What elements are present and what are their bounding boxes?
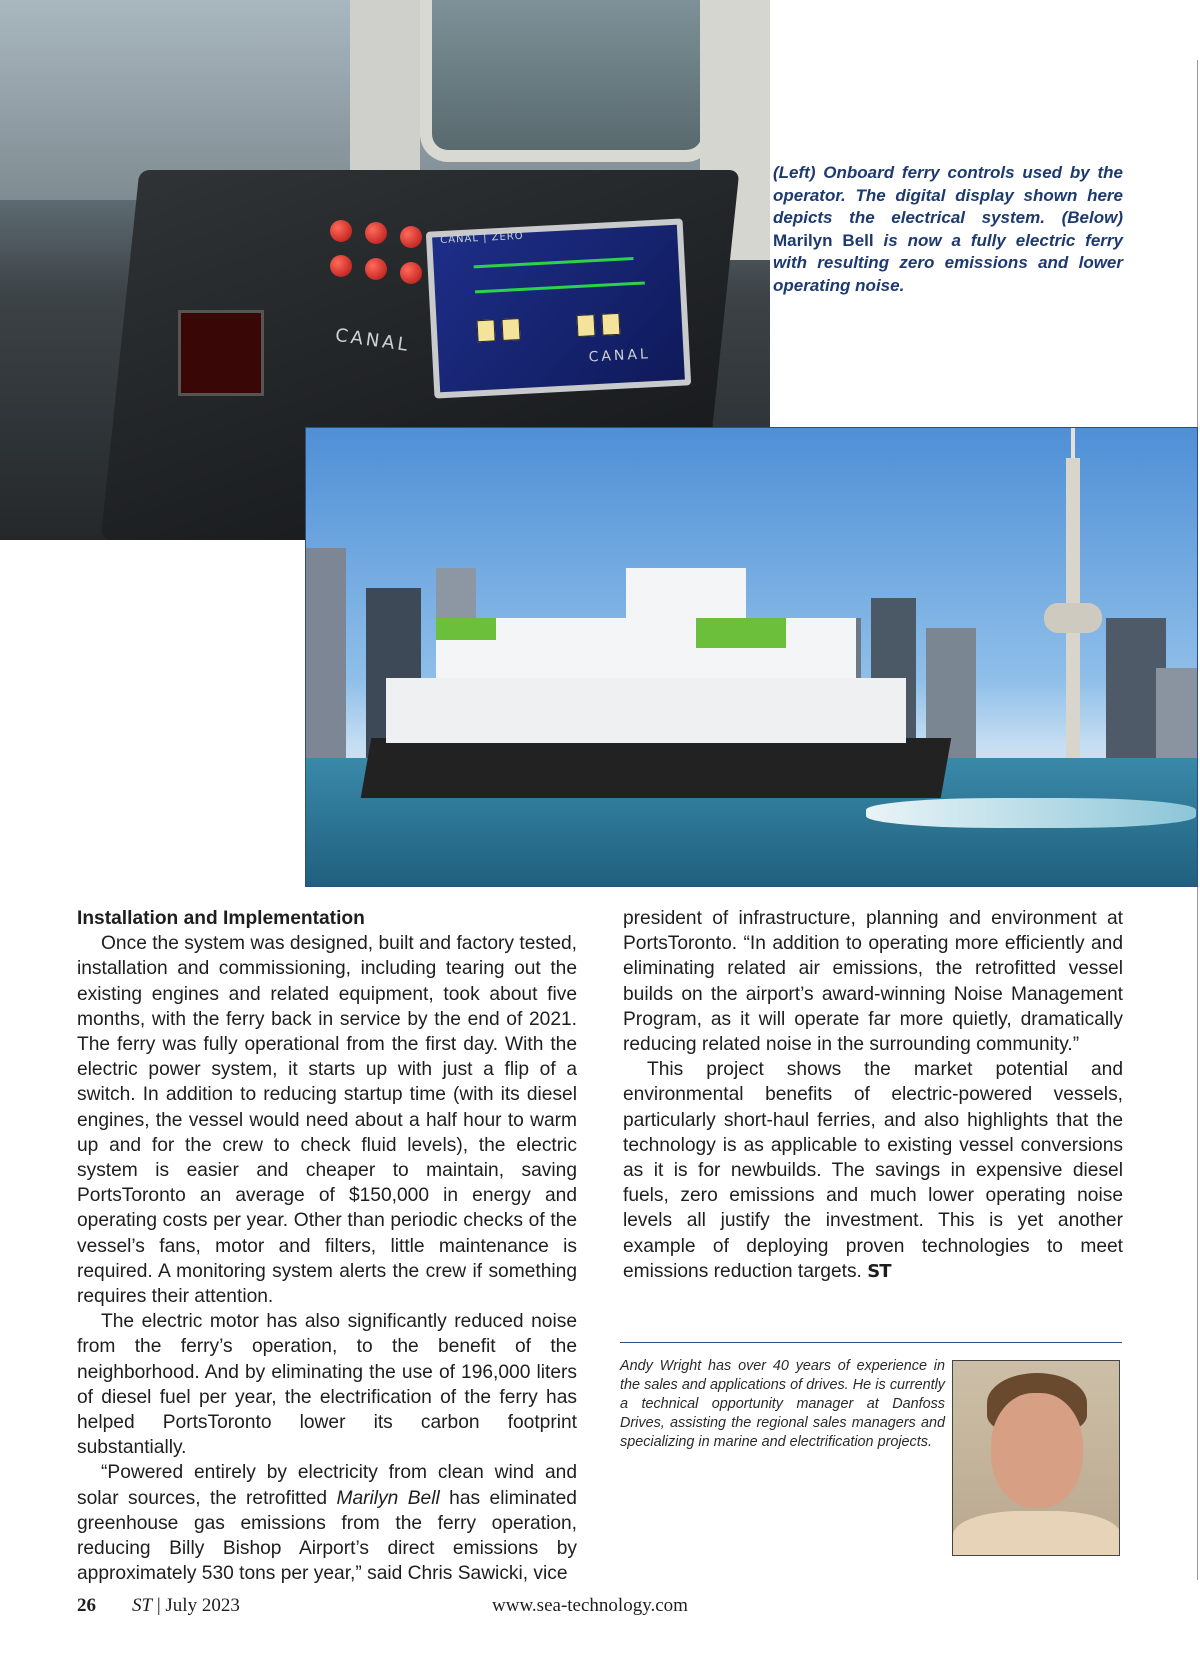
section-heading: Installation and Implementation <box>77 908 365 929</box>
closing-text: This project shows the market potential and environmental benefits of electric-powered vessels, particularly short-haul ferries, and also highlights that the technology is as applicable to existing vessel conversions as it is for newbuilds. The savings in expensive diesel fuels, zero emissions and much lower operating noise levels all justify the investment. This is yet another example of deploying proven technologies to meet emissions reduction targets. <box>623 1059 1123 1282</box>
ferry-green-stripe <box>436 618 496 640</box>
cabin-window <box>420 0 714 162</box>
ferry-hull <box>361 738 952 798</box>
red-button <box>330 255 352 277</box>
vessel-name: Marilyn Bell <box>336 1487 440 1509</box>
caption-text: (Left) Onboard ferry controls used by the operator. The digital display shown here depicts the electrical system. (Below) <box>773 163 1123 228</box>
ferry-upper-deck <box>436 618 856 678</box>
ferry-wheelhouse <box>626 568 746 618</box>
cn-tower-pod <box>1044 603 1102 633</box>
display-brand-label: CANAL | ZERO <box>439 230 524 247</box>
building <box>1156 668 1198 768</box>
quote-text-end: has eliminated greenhouse gas emissions from the ferry operation, reducing Billy Bishop Airport’s direct emissions by approximately 530 tons per year,” said Chris Sawicki, vice <box>77 1487 577 1585</box>
author-portrait <box>952 1360 1120 1556</box>
building <box>306 548 346 768</box>
article-paragraph: president of infrastructure, planning and environment at PortsToronto. “In addition to operating more efficiently and eliminating related air emissions, the retrofitted vessel builds on the airport’s award-winning Noise Management Program, as it will operate far more quietly, dramatically reducing related noise in the surrounding community.” <box>623 908 1123 1056</box>
page-footer <box>77 1595 1127 1621</box>
quote-text: “Powered entirely by electricity from clean wind and solar sources, the retrofitted <box>77 1462 577 1509</box>
red-button <box>400 226 422 248</box>
portrait-shirt <box>953 1511 1120 1556</box>
website-url: www.sea-technology.com <box>492 1595 688 1616</box>
red-button <box>400 262 422 284</box>
ferry-main-deck <box>386 678 906 743</box>
ferry-skyline-photo <box>305 427 1198 887</box>
issue-info <box>132 1595 240 1617</box>
bio-divider <box>620 1342 1122 1343</box>
author-bio: Andy Wright has over 40 years of experience in the sales and applications of drives. He is currently a technical opportunity manager at Danfoss Drives, assisting the regional sales managers and specializing in marine and electrification projects. <box>620 1358 945 1450</box>
caption-vessel-name: Marilyn Bell <box>773 230 874 250</box>
ferry-wake <box>866 798 1196 828</box>
indicator-display <box>178 310 264 396</box>
red-button <box>365 222 387 244</box>
issue-date: July 2023 <box>165 1595 240 1616</box>
page-number: 26 <box>77 1595 96 1616</box>
red-button <box>365 258 387 280</box>
article-column-right <box>623 906 1123 1284</box>
article-column-left <box>77 906 577 1586</box>
display-logo: CANAL <box>588 346 652 366</box>
battery-cell <box>601 313 620 336</box>
article-paragraph <box>77 1460 577 1586</box>
bus-line <box>474 257 634 268</box>
battery-cell <box>477 319 496 342</box>
article-paragraph <box>623 1057 1123 1284</box>
magazine-abbrev: ST <box>132 1595 153 1616</box>
battery-cell <box>501 318 520 341</box>
console-brand-label: CANAL <box>333 324 412 357</box>
article-paragraph: The electric motor has also significantly reduced noise from the ferry’s operation, to the benefit of the neighborhood. And by eliminating the use of 196,000 liters of diesel fuel per year, the electrification of the ferry has helped PortsToronto lower its carbon footprint substantially. <box>77 1311 577 1459</box>
battery-cell <box>576 314 595 337</box>
bus-line <box>475 281 645 293</box>
ferry-green-stripe <box>696 618 786 648</box>
electrical-system-display <box>426 218 691 398</box>
red-button <box>330 220 352 242</box>
issue-separator: | <box>152 1595 166 1616</box>
photo-caption <box>773 162 1123 298</box>
caption-text-end: is now a fully electric ferry with resulting zero emissions and lower operating noise. <box>773 230 1123 295</box>
end-mark: ST <box>867 1260 891 1282</box>
article-paragraph: Once the system was designed, built and factory tested, installation and commissioning, including tearing out the existing engines and related equipment, took about five months, with the ferry back in service by the end of 2021. The ferry was fully operational from the first day. With the electric power system, it starts up with just a flip of a switch. In addition to reducing startup time (with its diesel engines, the vessel would need about a half hour to warm up and for the crew to check fluid levels), the electric system is easier and cheaper to maintain, saving PortsToronto an average of $150,000 in energy and operating costs per year. Other than periodic checks of the vessel’s fans, motor and filters, little maintenance is required. A monitoring system alerts the crew if something requires their attention. <box>77 933 577 1308</box>
portrait-face <box>991 1393 1083 1508</box>
